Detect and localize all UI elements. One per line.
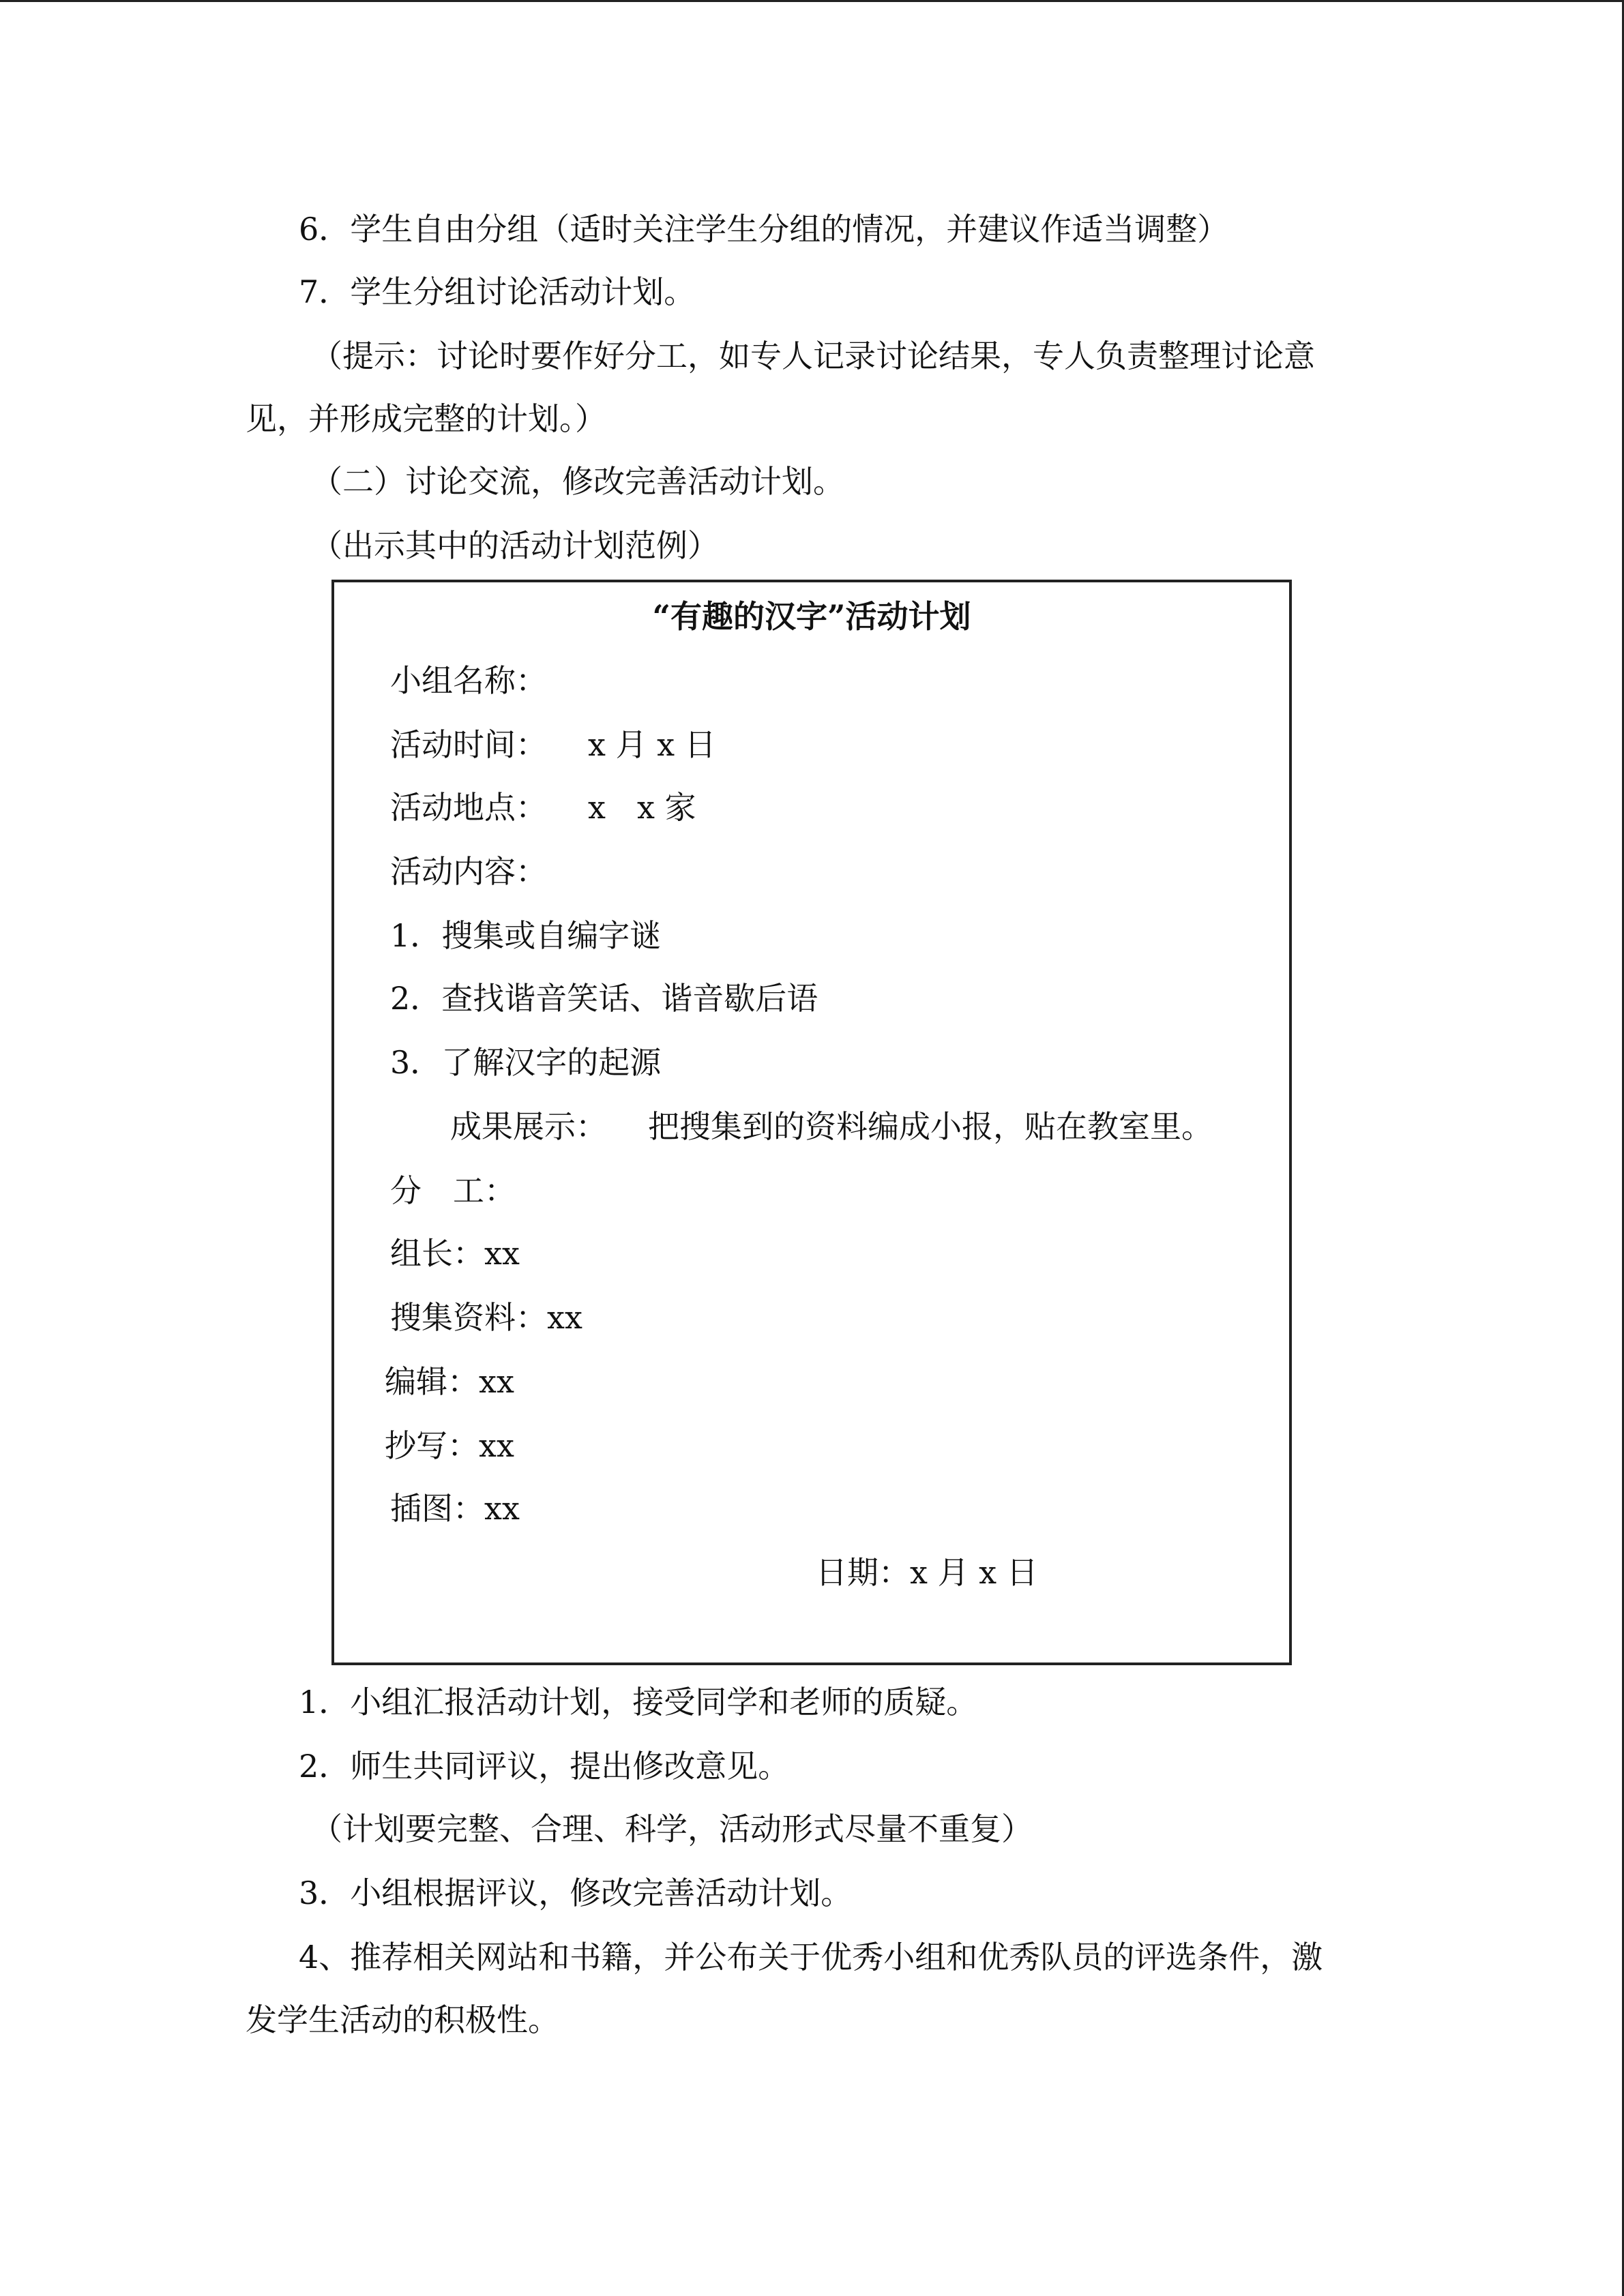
plan-title: “有趣的汉字”活动计划 [652,598,971,635]
plan-result-label: 成果展示： [450,1108,607,1145]
plan-place-row [390,787,696,828]
paragraph-step-7: 7．学生分组讨论活动计划。 [299,273,696,310]
plan-role-item: 编辑：xx [385,1363,514,1400]
paragraph-bottom-3: 3．小组根据评议，修改完善活动计划。 [299,1875,853,1911]
plan-time-row [390,724,716,765]
plan-role-item: 组长：xx [390,1235,520,1272]
paragraph-bottom-4-line-1: 4、推荐相关网站和书籍，并公布关于优秀小组和优秀队员的评选条件，激 [299,1939,1323,1976]
paragraph-section-2: （二）讨论交流，修改完善活动计划。 [311,463,844,500]
page-top-border [0,0,1624,2]
paragraph-hint-line-2: 见，并形成完整的计划。） [246,400,606,437]
plan-role-item: 搜集资料：xx [390,1299,582,1336]
paragraph-bottom-2: 2．师生共同评议，提出修改意见。 [299,1748,790,1785]
plan-role-item: 插图：xx [390,1490,520,1527]
paragraph-example-intro: （出示其中的活动计划范例） [311,527,719,564]
plan-result-row [450,1106,1213,1147]
plan-place-value: x x 家 [588,789,696,826]
plan-division-label: 分 工： [390,1172,516,1209]
paragraph-hint-line-1: （提示：讨论时要作好分工，如专人记录讨论结果，专人负责整理讨论意 [311,338,1315,374]
plan-time-label: 活动时间： [390,726,547,763]
plan-content-item: 1．搜集或自编字谜 [390,917,662,954]
plan-group-name-label: 小组名称： [390,662,547,699]
paragraph-bottom-4-line-2: 发学生活动的积极性。 [246,2001,559,2038]
plan-time-value: x 月 x 日 [588,726,716,763]
paragraph-step-6: 6．学生自由分组（适时关注学生分组的情况，并建议作适当调整） [299,211,1229,248]
activity-plan-box [331,580,1292,1665]
paragraph-bottom-note: （计划要完整、合理、科学，活动形式尽量不重复） [311,1810,1033,1847]
plan-content-item: 3．了解汉字的起源 [390,1044,662,1081]
paragraph-bottom-1: 1．小组汇报活动计划，接受同学和老师的质疑。 [299,1684,978,1720]
plan-result-value: 把搜集到的资料编成小报，贴在教室里。 [648,1108,1213,1145]
plan-date-line: 日期：x 月 x 日 [816,1554,1038,1591]
plan-place-label: 活动地点： [390,789,547,826]
plan-content-label: 活动内容： [390,853,547,890]
plan-content-item: 2．查找谐音笑话、谐音歇后语 [390,980,818,1017]
plan-role-item: 抄写：xx [385,1427,514,1464]
